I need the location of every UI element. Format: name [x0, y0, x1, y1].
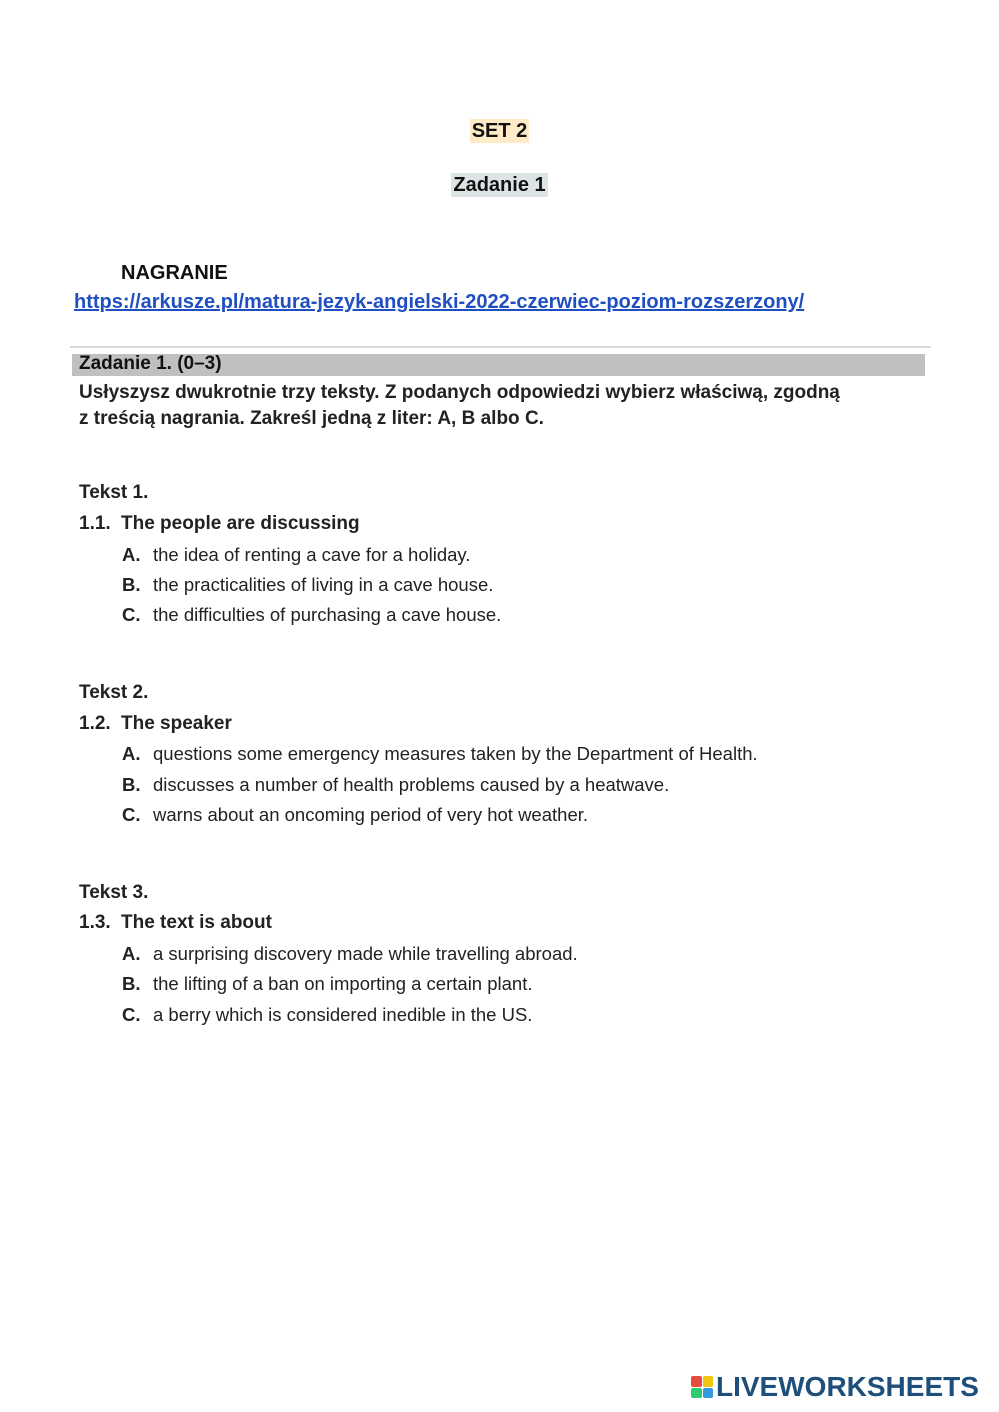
- text-label: Tekst 3.: [79, 882, 149, 903]
- question-stem: The text is about: [121, 912, 272, 933]
- task-title: [0, 174, 999, 197]
- instruction-line: z treścią nagrania. Zakreśl jedną z liter: A, B albo C.: [79, 408, 544, 429]
- recording-link[interactable]: https://arkusze.pl/matura-jezyk-angielski-2022-czerwiec-poziom-rozszerzony/: [74, 291, 805, 313]
- set-title: [0, 120, 999, 143]
- option-letter: A.: [122, 943, 141, 964]
- task-title-text: Zadanie 1: [453, 174, 546, 196]
- text-label: Tekst 1.: [79, 482, 149, 503]
- option-text: a surprising discovery made while travelling abroad.: [153, 943, 578, 964]
- question-stem: The people are discussing: [121, 513, 360, 534]
- option-letter: B.: [122, 973, 141, 994]
- recording-label: NAGRANIE: [121, 262, 228, 284]
- answer-option[interactable]: [122, 804, 588, 826]
- option-letter: A.: [122, 743, 141, 764]
- logo-square: [703, 1388, 714, 1399]
- option-letter: A.: [122, 544, 141, 565]
- exam-excerpt: [70, 346, 931, 1048]
- option-text: a berry which is considered inedible in the US.: [153, 1004, 533, 1025]
- option-text: questions some emergency measures taken by the Department of Health.: [153, 743, 758, 764]
- answer-option[interactable]: [122, 943, 578, 965]
- answer-option[interactable]: [122, 973, 533, 995]
- option-letter: B.: [122, 774, 141, 795]
- text-label: Tekst 2.: [79, 682, 149, 703]
- answer-option[interactable]: [122, 743, 758, 765]
- option-text: the lifting of a ban on importing a certain plant.: [153, 973, 533, 994]
- logo-square: [691, 1376, 702, 1387]
- answer-option[interactable]: [122, 574, 493, 596]
- set-title-text: SET 2: [471, 120, 528, 142]
- answer-option[interactable]: [122, 544, 470, 566]
- question: [79, 912, 272, 934]
- question-stem: The speaker: [121, 713, 232, 734]
- option-text: the practicalities of living in a cave house.: [153, 574, 494, 595]
- answer-option[interactable]: [122, 1004, 532, 1026]
- option-text: discusses a number of health problems caused by a heatwave.: [153, 774, 670, 795]
- logo-text: LIVEWORKSHEETS: [716, 1371, 979, 1402]
- option-letter: C.: [122, 604, 141, 625]
- logo-square: [703, 1376, 714, 1387]
- option-text: the idea of renting a cave for a holiday.: [153, 544, 471, 565]
- option-letter: C.: [122, 804, 141, 825]
- option-text: the difficulties of purchasing a cave house.: [153, 604, 502, 625]
- logo-square: [691, 1388, 702, 1399]
- option-letter: B.: [122, 574, 141, 595]
- excerpt-header: Zadanie 1. (0–3): [79, 353, 222, 374]
- logo-mark-icon: [691, 1376, 713, 1398]
- instruction-line: Usłyszysz dwukrotnie trzy teksty. Z podanych odpowiedzi wybierz właściwą, zgodną: [79, 382, 840, 403]
- answer-option[interactable]: [122, 604, 501, 626]
- question-number: 1.3.: [79, 912, 111, 933]
- liveworksheets-logo[interactable]: [691, 1372, 979, 1402]
- question: [79, 513, 360, 535]
- answer-option[interactable]: [122, 774, 669, 796]
- question-number: 1.2.: [79, 713, 111, 734]
- option-text: warns about an oncoming period of very hot weather.: [153, 804, 589, 825]
- question: [79, 713, 232, 735]
- question-number: 1.1.: [79, 513, 111, 534]
- option-letter: C.: [122, 1004, 141, 1025]
